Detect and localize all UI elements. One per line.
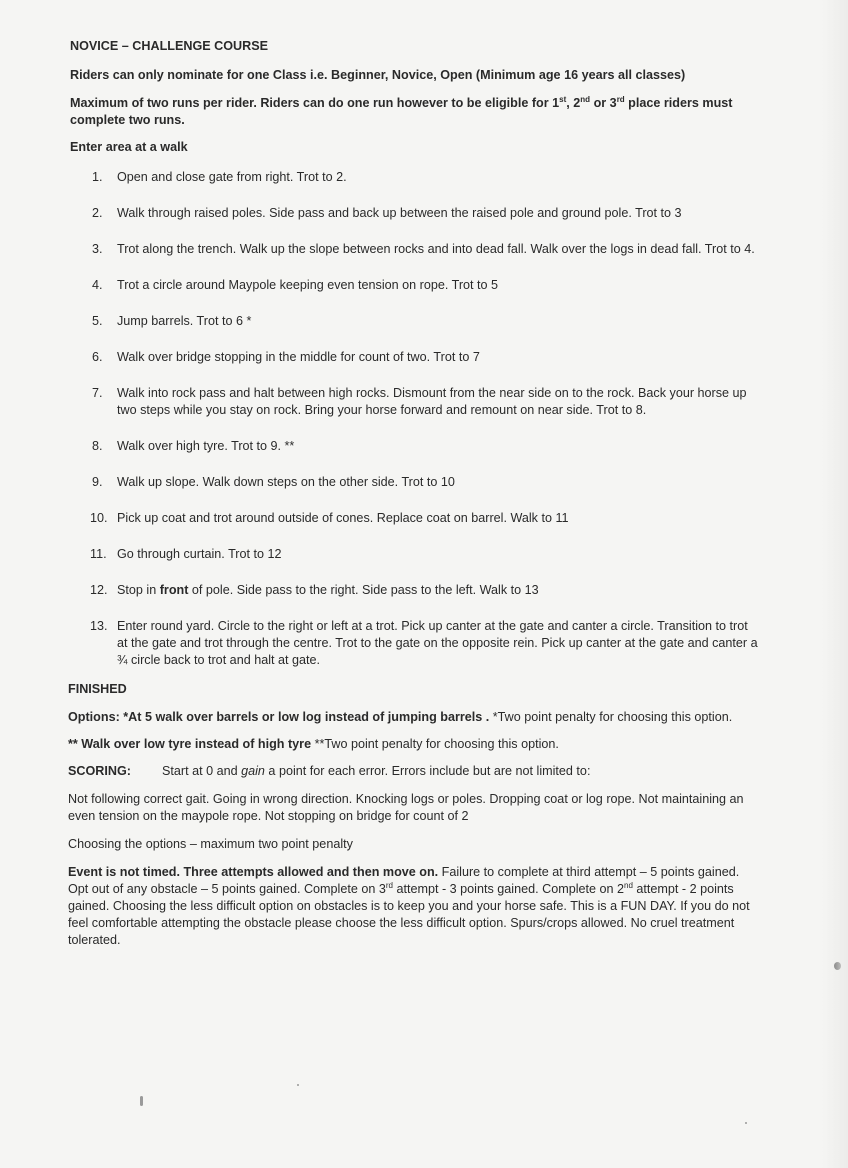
step-text: Go through curtain. Trot to 12 <box>117 547 282 561</box>
step-item <box>70 313 760 330</box>
scan-speck-mark <box>834 962 841 970</box>
step-item <box>70 546 760 563</box>
course-steps-list <box>70 169 760 669</box>
step-text: Walk into rock pass and halt between high rocks. Dismount from the near side on to the rock. Back your horse up two steps while you stay on rock. Bring your horse forward and remount on near side. Trot to 8. <box>117 386 747 417</box>
event-rules-text-b: attempt - 3 points gained. Complete on 2 <box>392 882 625 896</box>
step-text: Trot along the trench. Walk up the slope between rocks and into dead fall. Walk over the logs in dead fall. Trot to 4. <box>117 242 755 256</box>
step-text: Walk over bridge stopping in the middle for count of two. Trot to 7 <box>117 350 480 364</box>
step-number: 2. <box>92 206 103 220</box>
intro-runs-text-c: or 3 <box>590 96 617 110</box>
errors-paragraph: Not following correct gait. Going in wrong direction. Knocking logs or poles. Dropping coat or log rope. Not maintaining an even tension on the maypole rope. Not stopping on bridge for count of 2 <box>68 792 744 823</box>
step-number: 13. <box>90 619 108 633</box>
scoring-label: SCORING: <box>68 764 131 778</box>
document-body <box>70 38 760 949</box>
options-penalty-paragraph: Choosing the options – maximum two point penalty <box>68 837 353 851</box>
step-number: 4. <box>92 278 103 292</box>
step-item <box>70 510 760 527</box>
step-text-pre: Stop in <box>117 583 160 597</box>
scoring-line <box>68 763 760 780</box>
intro-runs-rule <box>70 95 760 129</box>
scoring-pre: Start at 0 and <box>162 764 242 778</box>
step-text-post: of pole. Side pass to the right. Side pass to the left. Walk to 13 <box>188 583 539 597</box>
option-tyre-rest: **Two point penalty for choosing this option. <box>311 737 559 751</box>
scan-speck-mark <box>745 1122 747 1124</box>
step-number: 8. <box>92 439 103 453</box>
step-item <box>70 385 760 419</box>
sup-nd: nd <box>580 94 591 104</box>
step-number: 10. <box>90 511 108 525</box>
step-item <box>70 277 760 294</box>
scan-speck-mark <box>297 1084 299 1086</box>
step-item <box>70 438 760 455</box>
enter-instruction: Enter area at a walk <box>70 140 188 154</box>
step-item <box>70 618 760 669</box>
event-rules-text-a: Failure to complete at third attempt – 5 points gained. Opt out of any obstacle – 5 points gained. Complete on 3 <box>68 865 740 896</box>
step-item <box>70 582 760 599</box>
finished-heading: FINISHED <box>68 682 127 696</box>
option-barrels-bold: Options: *At 5 walk over barrels or low log instead of jumping barrels . <box>68 710 490 724</box>
step-text: Enter round yard. Circle to the right or left at a trot. Pick up canter at the gate and canter a circle. Transition to trot at the gate and trot through the centre. Trot to the gate on the opposite rein. Pick up canter at the gate and canter a ¾ circle back to trot and halt at gate. <box>117 619 758 667</box>
event-rules-text-c: attempt - 2 points gained. Choosing the less difficult option on obstacles is to keep you and your horse safe. This is a FUN DAY. If you do not feel comfortable attempting the obstacle please choose the less difficult option. Spurs/crops allowed. No cruel treatment tolerated. <box>68 882 750 947</box>
scoring-post: a point for each error. Errors include but are not limited to: <box>264 764 591 778</box>
option-tyre-bold: ** Walk over low tyre instead of high tyre <box>68 737 312 751</box>
step-item <box>70 349 760 366</box>
sup-rd: rd <box>385 880 393 890</box>
step-text: Jump barrels. Trot to 6 * <box>117 314 252 328</box>
option-barrels-rest: *Two point penalty for choosing this option. <box>489 710 733 724</box>
step-number: 9. <box>92 475 103 489</box>
step-text: Trot a circle around Maypole keeping even tension on rope. Trot to 5 <box>117 278 499 292</box>
intro-runs-text-b: , 2 <box>566 96 581 110</box>
step-item <box>70 241 760 258</box>
sup-st: st <box>559 94 567 104</box>
step-number: 5. <box>92 314 103 328</box>
option-barrels <box>68 709 760 726</box>
event-rules-bold: Event is not timed. Three attempts allowed and then move on. <box>68 865 439 879</box>
step-text: Pick up coat and trot around outside of cones. Replace coat on barrel. Walk to 11 <box>117 511 569 525</box>
scan-speck-mark <box>140 1096 143 1106</box>
step-number: 3. <box>92 242 103 256</box>
step-text: Walk over high tyre. Trot to 9. ** <box>117 439 295 453</box>
step-number: 12. <box>90 583 108 597</box>
step-item <box>70 474 760 491</box>
sup-nd: nd <box>624 880 633 890</box>
sup-rd: rd <box>616 94 625 104</box>
step-text: Open and close gate from right. Trot to 2. <box>117 170 347 184</box>
step-text: Walk through raised poles. Side pass and back up between the raised pole and ground pole. Trot to 3 <box>117 206 682 220</box>
document-title: NOVICE – CHALLENGE COURSE <box>70 39 269 53</box>
step-number: 1. <box>92 170 103 184</box>
step-number: 6. <box>92 350 103 364</box>
step-item <box>70 169 760 186</box>
intro-class-rule: Riders can only nominate for one Class i.e. Beginner, Novice, Open (Minimum age 16 years all classes) <box>70 68 686 82</box>
step-number: 11. <box>90 547 107 561</box>
intro-runs-text-d: place riders must complete two runs. <box>70 96 733 127</box>
intro-runs-text-a: Maximum of two runs per rider. Riders can do one run however to be eligible for 1 <box>70 96 560 110</box>
step-number: 7. <box>92 386 103 400</box>
event-rules-paragraph <box>68 864 760 949</box>
scoring-gain: gain <box>241 764 265 778</box>
step-text-emphasis: front <box>159 583 189 597</box>
option-tyre <box>68 736 760 753</box>
step-text: Walk up slope. Walk down steps on the other side. Trot to 10 <box>117 475 455 489</box>
step-item <box>70 205 760 222</box>
